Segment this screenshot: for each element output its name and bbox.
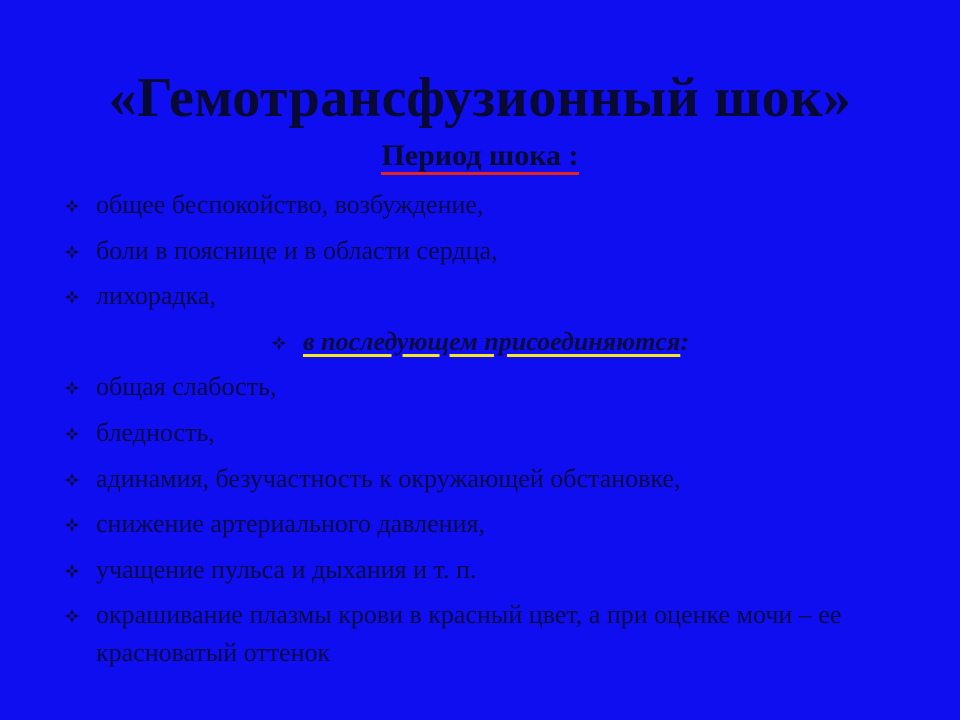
diamond-bullet-icon xyxy=(64,608,80,624)
list-item xyxy=(0,505,960,543)
highlight-text: в последующем присоединяются xyxy=(303,326,681,356)
highlight-suffix: : xyxy=(680,326,689,356)
list-item-text: бледность, xyxy=(96,417,215,447)
slide-title: «Гемотрансфузионный шок» xyxy=(108,67,852,129)
diamond-bullet-icon xyxy=(64,517,80,533)
list-item-text: общая слабость, xyxy=(96,372,277,402)
diamond-bullet-icon xyxy=(64,472,80,488)
subtitle-text: Период шока : xyxy=(381,140,578,175)
highlight-line xyxy=(271,323,689,361)
list-item xyxy=(0,596,896,672)
list-item-text: боли в пояснице и в области сердца, xyxy=(96,235,498,265)
list-item xyxy=(0,277,960,315)
list-item xyxy=(0,551,960,589)
list-item-text: лихорадка, xyxy=(96,281,216,311)
diamond-bullet-icon xyxy=(64,426,80,442)
list-item-highlight xyxy=(0,323,960,361)
list-item xyxy=(0,186,960,224)
diamond-bullet-icon xyxy=(64,244,80,260)
list-item-text: общее беспокойство, возбуждение, xyxy=(96,190,484,219)
diamond-bullet-icon xyxy=(64,380,80,396)
list-item-text: снижение артериального давления, xyxy=(96,509,485,539)
list-item-text: адинамия, безучастность к окружающей обстановке, xyxy=(96,463,681,493)
diamond-bullet-icon xyxy=(64,563,80,579)
list-item-text: окрашивание плазмы крови в красный цвет, а при оценке мочи – ее красноватый оттенок xyxy=(96,600,842,668)
list-item-text: учащение пульса и дыхания и т. п. xyxy=(96,554,477,584)
symptom-list xyxy=(0,186,960,680)
slide-subtitle xyxy=(0,138,960,175)
list-item xyxy=(0,232,960,270)
diamond-bullet-icon xyxy=(64,198,80,214)
list-item xyxy=(0,368,960,406)
diamond-bullet-icon xyxy=(64,289,80,305)
diamond-bullet-icon xyxy=(271,335,287,351)
list-item xyxy=(0,460,960,498)
list-item xyxy=(0,414,960,452)
